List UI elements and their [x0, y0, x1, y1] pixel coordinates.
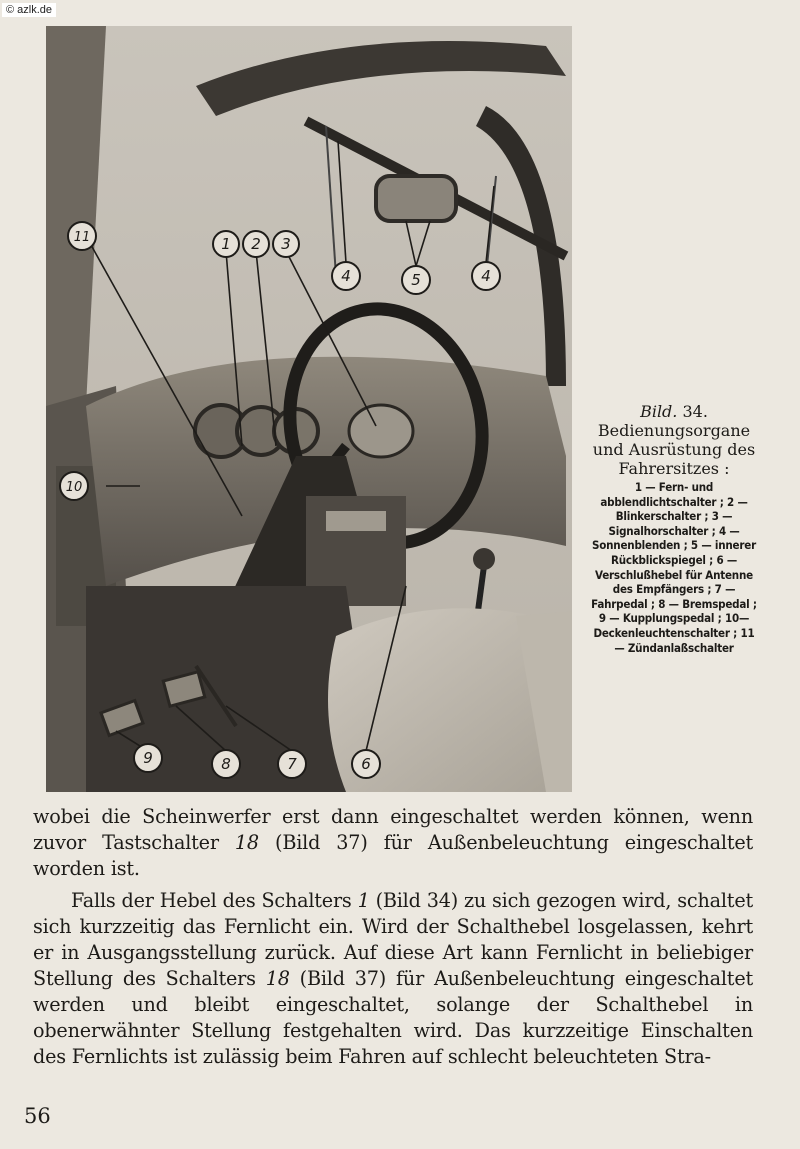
- callout-label-4-right: 4: [481, 267, 491, 285]
- dashboard-photo: [46, 26, 572, 792]
- caption-heading: [590, 402, 758, 478]
- callout-label-11: 11: [73, 230, 91, 245]
- caption-legend: 1 — Fern- und abblendlichtschalter ; 2 — Blinkerschalter ; 3 — Signalhorschalter ; 4 — Sonnenblenden ; 5 — innerer Rückblickspiegel ; 6 — Verschlußhebel für Antenne des Empfängers ; 7 — Fahrpedal ; 8 — Bremspedal ; 9 — Kupplungspedal ; 10— Deckenleuchtenschalter ; 11 — Zündanlaßschalter: [591, 480, 757, 655]
- callout-label-3: 3: [281, 235, 291, 253]
- callout-label-1: 1: [221, 235, 231, 253]
- callout-label-5: 5: [411, 271, 421, 289]
- caption-title: Bedienungsorgane und Ausrüstung des Fahrersitzes :: [592, 421, 756, 478]
- page-number: 56: [24, 1104, 51, 1128]
- paragraph-1-text-a: wobei die Scheinwerfer erst dann eingeschaltet werden können, wenn zuvor Tastschalter: [33, 805, 753, 854]
- caption-word: Bild.: [640, 402, 678, 421]
- callout-label-7: 7: [287, 755, 297, 773]
- callout-label-8: 8: [221, 755, 231, 773]
- callout-label-4-left: 4: [341, 267, 351, 285]
- callout-label-9: 9: [143, 749, 153, 767]
- watermark: © azlk.de: [2, 3, 56, 17]
- paragraph-2-text-a: Falls der Hebel des Schalters: [71, 889, 358, 912]
- paragraph-1-ref: 18: [234, 831, 259, 854]
- paragraph-1: [33, 804, 753, 882]
- dashboard-illustration: [46, 26, 572, 792]
- caption-number: 34.: [682, 402, 708, 421]
- callout-label-2: 2: [251, 235, 261, 253]
- figure-caption: [590, 402, 758, 655]
- paragraph-2-ref-1: 1: [357, 889, 370, 912]
- paragraph-1-text-b: (Bild 37) für Außenbeleuchtung eingeschaltet worden ist.: [33, 831, 753, 880]
- paragraph-2-text-b: (Bild 34) zu sich gezogen wird, schaltet sich kurzzeitig das Fernlicht ein. Wird der Schalthebel losgelassen, kehrt er in Ausgangsstellung zurück. Auf diese Art kann Fernlicht in beliebiger Stellung des Schalters: [33, 889, 753, 990]
- paragraph-2-text-c: (Bild 37) für Außenbeleuchtung eingeschaltet werden und bleibt eingeschaltet, solange der Schalthebel in obenerwähnter Stellung festgehalten wird. Das kurzzeitige Einschalten des Fernlichts ist zulässig beim Fahren auf schlecht beleuchteten Stra-: [33, 967, 753, 1068]
- body-text: [33, 804, 753, 1070]
- paragraph-2-ref-2: 18: [265, 967, 290, 990]
- callout-label-6: 6: [361, 755, 371, 773]
- paragraph-2: [33, 888, 753, 1070]
- callout-label-10: 10: [65, 480, 83, 495]
